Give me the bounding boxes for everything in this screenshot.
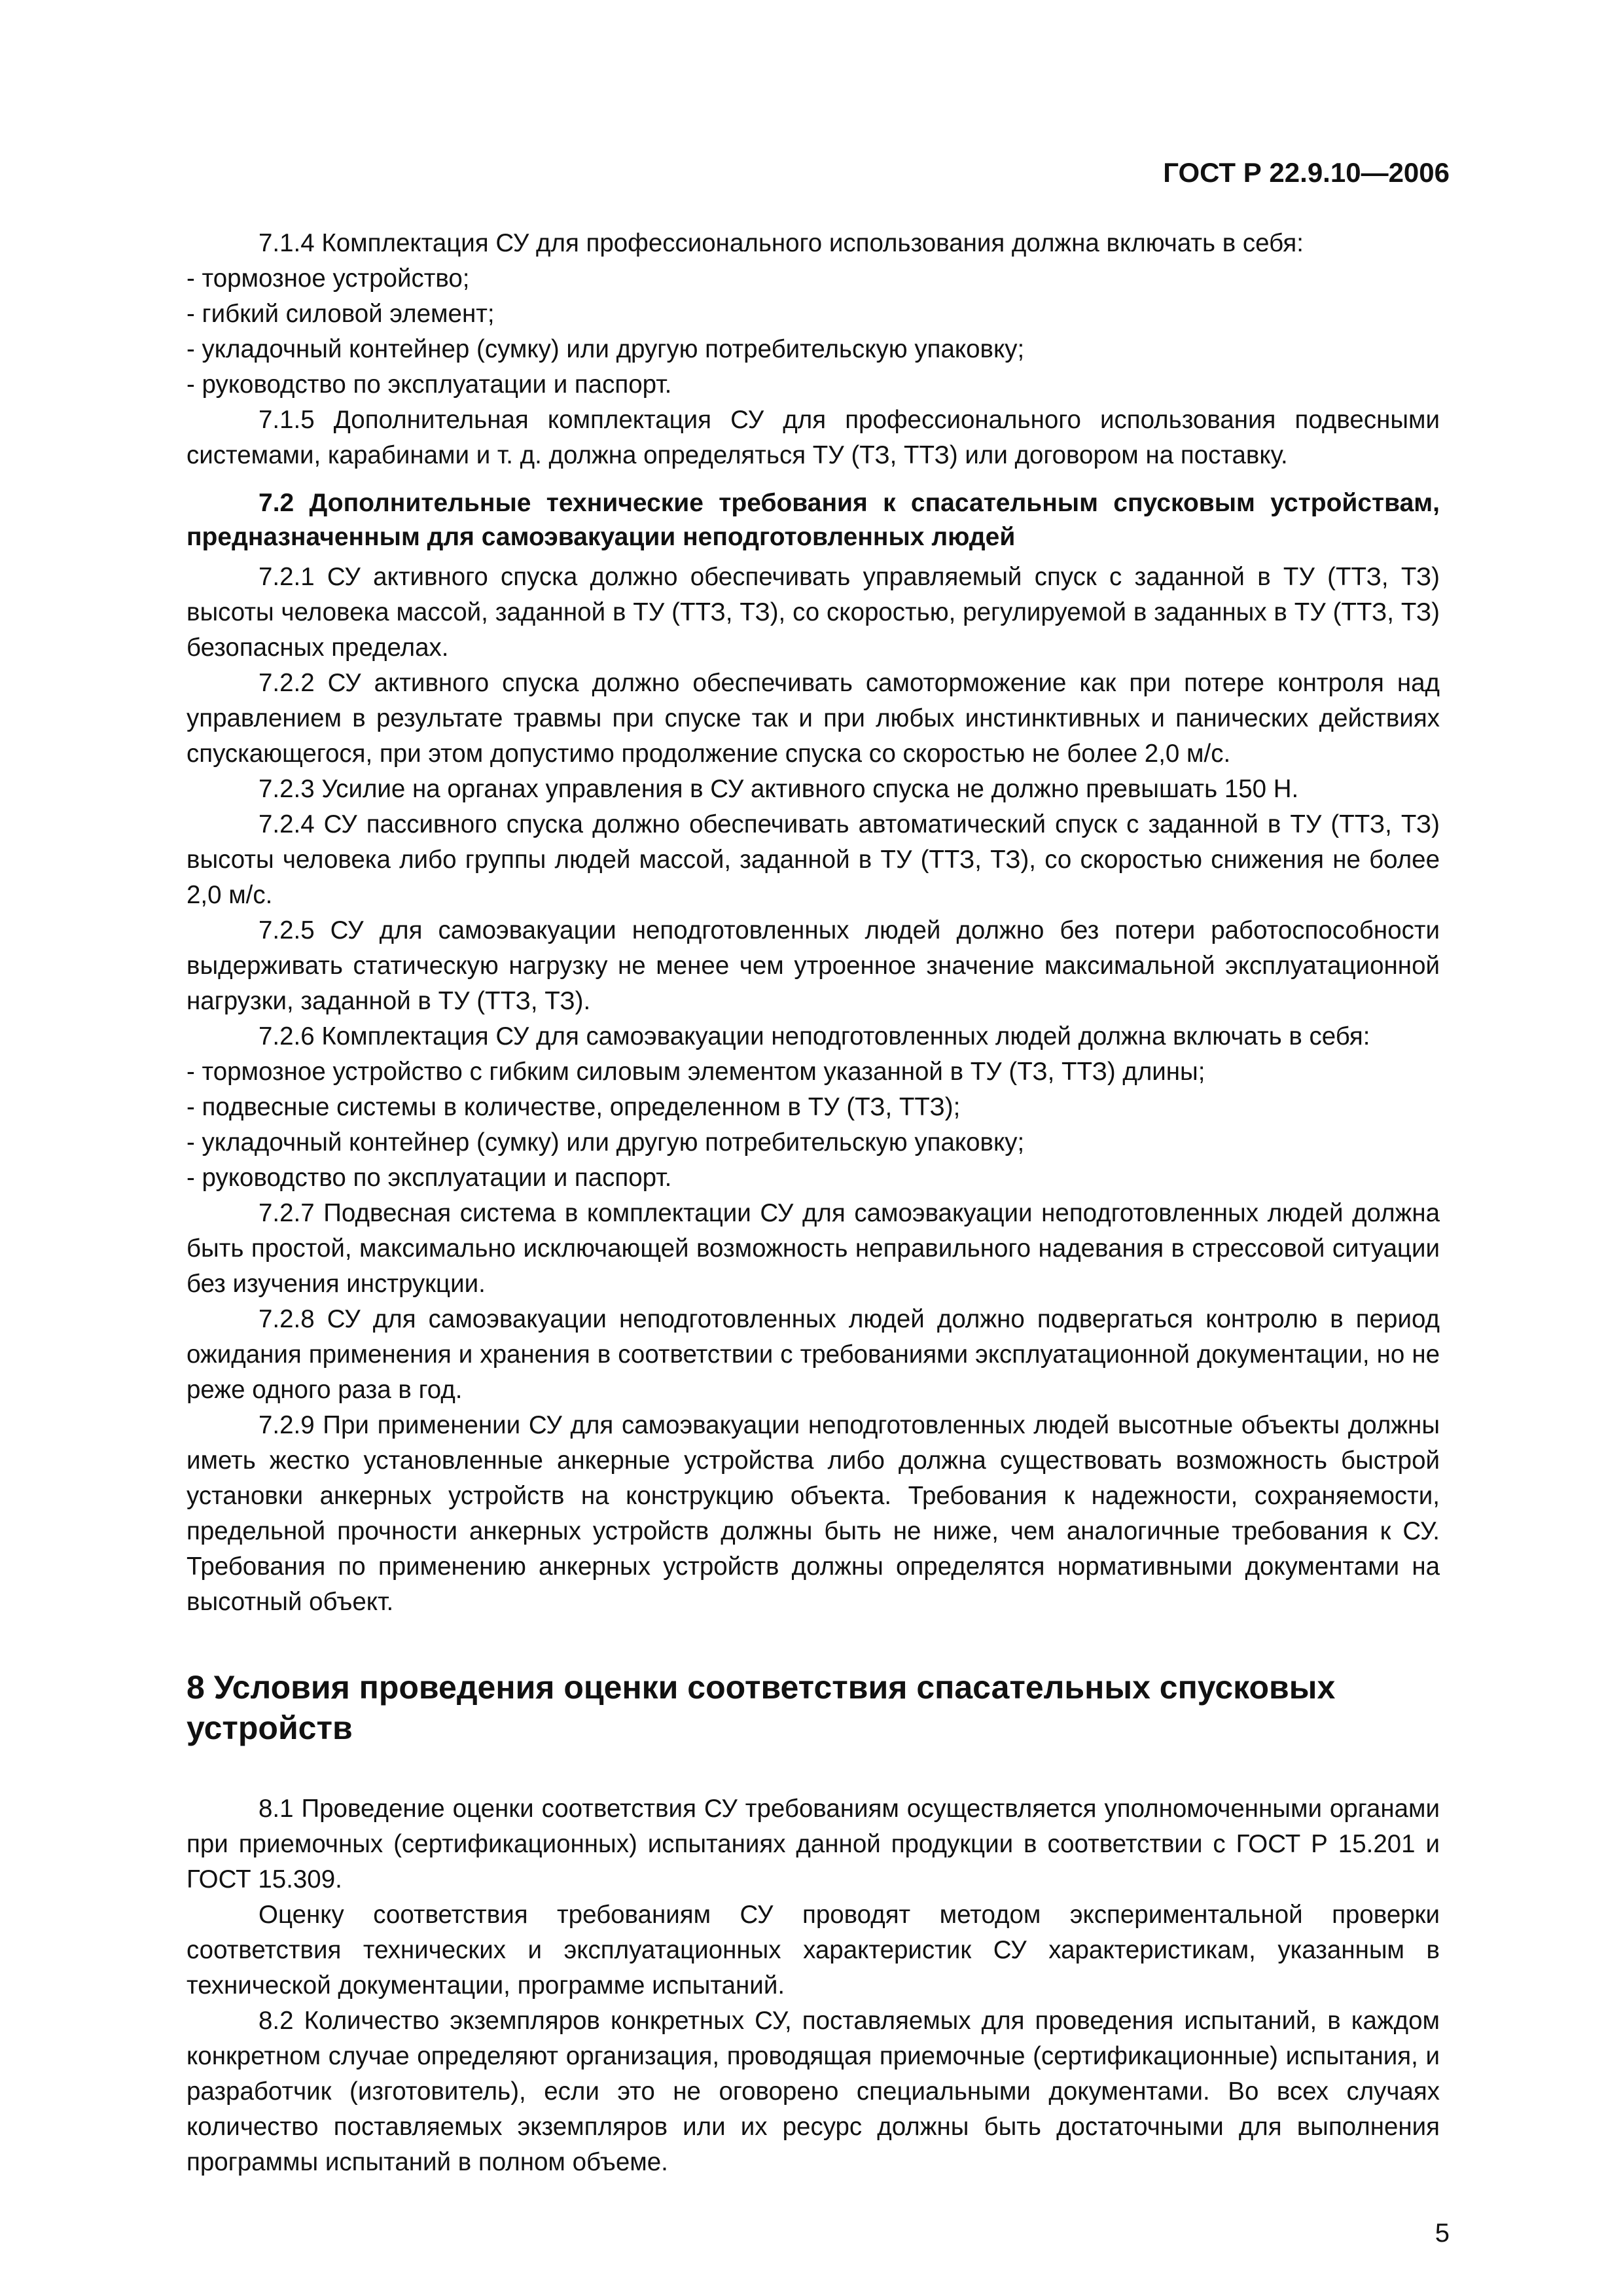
paragraph-7-2-3: 7.2.3 Усилие на органах управления в СУ активного спуска не должно превышать 150 Н. [259,775,1299,803]
list-item: - укладочный контейнер (сумку) или другую потребительскую упаковку; [187,332,1440,367]
paragraph-7-2-4: 7.2.4 СУ пассивного спуска должно обеспечивать автоматический спуск с заданной в ТУ (ТТЗ, ТЗ) высоты человека либо группы людей массой, заданной в ТУ (ТТЗ, ТЗ), со скоростью снижения не более 2,0 м/с. [187,810,1440,909]
paragraph-7-1-4: 7.1.4 Комплектация СУ для профессионального использования должна включать в себя: [259,229,1304,257]
section-heading-8: 8 Условия проведения оценки соответствия спасательных спусковых устройств [187,1669,1336,1746]
section-heading-7-2: 7.2 Дополнительные технические требования к спасательным спусковым устройствам, предназначенным для самоэвакуации неподготовленных людей [187,489,1440,551]
paragraph-8-1-continued: Оценку соответствия требованиям СУ проводят методом экспериментальной проверки соответствия технических и эксплуатационных характеристик СУ характеристикам, указанным в технической документации, программе испытаний. [187,1901,1440,2000]
paragraph-7-2-7: 7.2.7 Подвесная система в комплектации СУ для самоэвакуации неподготовленных людей должна быть простой, максимально исключающей возможность неправильного надевания в стрессовой ситуации без изучения инструкции. [187,1199,1440,1298]
list-item: - тормозное устройство с гибким силовым элементом указанной в ТУ (ТЗ, ТТЗ) длины; [187,1054,1440,1090]
paragraph-8-2: 8.2 Количество экземпляров конкретных СУ, поставляемых для проведения испытаний, в каждом конкретном случае определяют организация, проводящая приемочные (сертификационные) испытания, и разработчик (изготовитель), если это не оговорено специальными документами. Во всех случаях количество поставляемых экземпляров или их ресурс должны быть достаточными для выполнения программы испытаний в полном объеме. [187,2007,1440,2176]
paragraph-8-1: 8.1 Проведение оценки соответствия СУ требованиям осуществляется уполномоченными органами при приемочных (сертификационных) испытаниях данной продукции в соответствии с ГОСТ Р 15.201 и ГОСТ 15.309. [187,1795,1440,1893]
paragraph-7-1-5: 7.1.5 Дополнительная комплектация СУ для профессионального использования подвесными системами, карабинами и т. д. должна определяться ТУ (ТЗ, ТТЗ) или договором на поставку. [187,406,1440,469]
list-item: - руководство по эксплуатации и паспорт. [187,367,1440,403]
list-item: - подвесные системы в количестве, определенном в ТУ (ТЗ, ТТЗ); [187,1090,1440,1125]
list-item: - гибкий силовой элемент; [187,296,1440,332]
paragraph-7-2-5: 7.2.5 СУ для самоэвакуации неподготовленных людей должно без потери работоспособности выдерживать статическую нагрузку не менее чем утроенное значение максимальной эксплуатационной нагрузки, заданной в ТУ (ТТЗ, ТЗ). [187,916,1440,1015]
list-item: - руководство по эксплуатации и паспорт. [187,1160,1440,1196]
page-number: 5 [1435,2219,1450,2248]
standard-code-header: ГОСТ Р 22.9.10—2006 [1163,157,1450,188]
paragraph-7-2-2: 7.2.2 СУ активного спуска должно обеспечивать самоторможение как при потере контроля над управлением в результате травмы при спуске так и при любых инстинктивных и панических действиях спускающегося, при этом допустимо продолжение спуска со скоростью не более 2,0 м/с. [187,669,1440,768]
paragraph-7-2-8: 7.2.8 СУ для самоэвакуации неподготовленных людей должно подвергаться контролю в период ожидания применения и хранения в соответствии с требованиями эксплуатационной документации, но не реже одного раза в год. [187,1305,1440,1404]
page-content [187,226,1440,2180]
paragraph-7-2-1: 7.2.1 СУ активного спуска должно обеспечивать управляемый спуск с заданной в ТУ (ТТЗ, ТЗ) высоты человека массой, заданной в ТУ (ТТЗ, ТЗ), со скоростью, регулируемой в заданных в ТУ (ТТЗ, ТЗ) безопасных пределах. [187,563,1440,662]
list-item: - тормозное устройство; [187,261,1440,296]
paragraph-7-2-6: 7.2.6 Комплектация СУ для самоэвакуации неподготовленных людей должна включать в себя: [259,1022,1370,1050]
paragraph-7-2-9: 7.2.9 При применении СУ для самоэвакуации неподготовленных людей высотные объекты должны иметь жестко установленные анкерные устройства либо должна существовать возможность быстрой установки анкерных устройств на конструкцию объекта. Требования к надежности, сохраняемости, предельной прочности анкерных устройств должны быть не ниже, чем аналогичные требования к СУ. Требования по применению анкерных устройств должны определятся нормативными документами на высотный объект. [187,1411,1440,1616]
list-item: - укладочный контейнер (сумку) или другую потребительскую упаковку; [187,1125,1440,1160]
